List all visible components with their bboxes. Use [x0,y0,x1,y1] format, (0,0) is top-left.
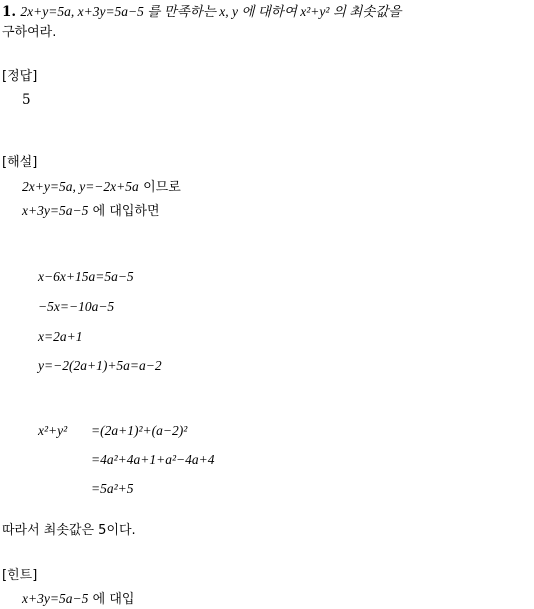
step2-text: 에 대입하면 [92,204,160,219]
problem-text: 2x+y=5a, x+3y=5a−5 를 만족하는 x, y 에 대하여 x²+y² 의 최솟값을 [20,4,402,19]
derivation-row: y=−2(2a+1)+5a=a−2 [38,358,162,373]
step1-text: 이므로 [143,180,181,195]
sum-row: =4a²+4a+1+a²−4a+4 [91,452,215,467]
problem-line-1 [2,3,401,21]
sum-lhs: x²+y² [38,423,68,438]
derivation-row: x=2a+1 [38,329,83,344]
sum-row: =(2a+1)²+(a−2)² [91,423,188,438]
solution-heading: [해설] [2,155,38,170]
answer-heading: [정답] [2,69,38,84]
derivation-row: −5x=−10a−5 [38,299,115,314]
problem-line-2: 구하여라. [2,25,57,40]
problem-number: 1. [2,4,17,20]
derivation-row: x−6x+15a=5a−5 [38,269,134,284]
answer-value: 5 [22,92,31,108]
hint-equation: x+3y=5a−5 [22,591,89,606]
hint-heading: [힌트] [2,568,38,583]
hint-line [22,590,134,609]
step2-equation: x+3y=5a−5 [22,203,89,218]
hint-text: 에 대입 [92,592,135,607]
sum-row: =5a²+5 [91,481,134,496]
solution-step-1 [22,178,181,197]
solution-step-2 [22,202,160,221]
conclusion: 따라서 최솟값은 5이다. [2,523,136,538]
step1-equation: 2x+y=5a, y=−2x+5a [22,179,139,194]
